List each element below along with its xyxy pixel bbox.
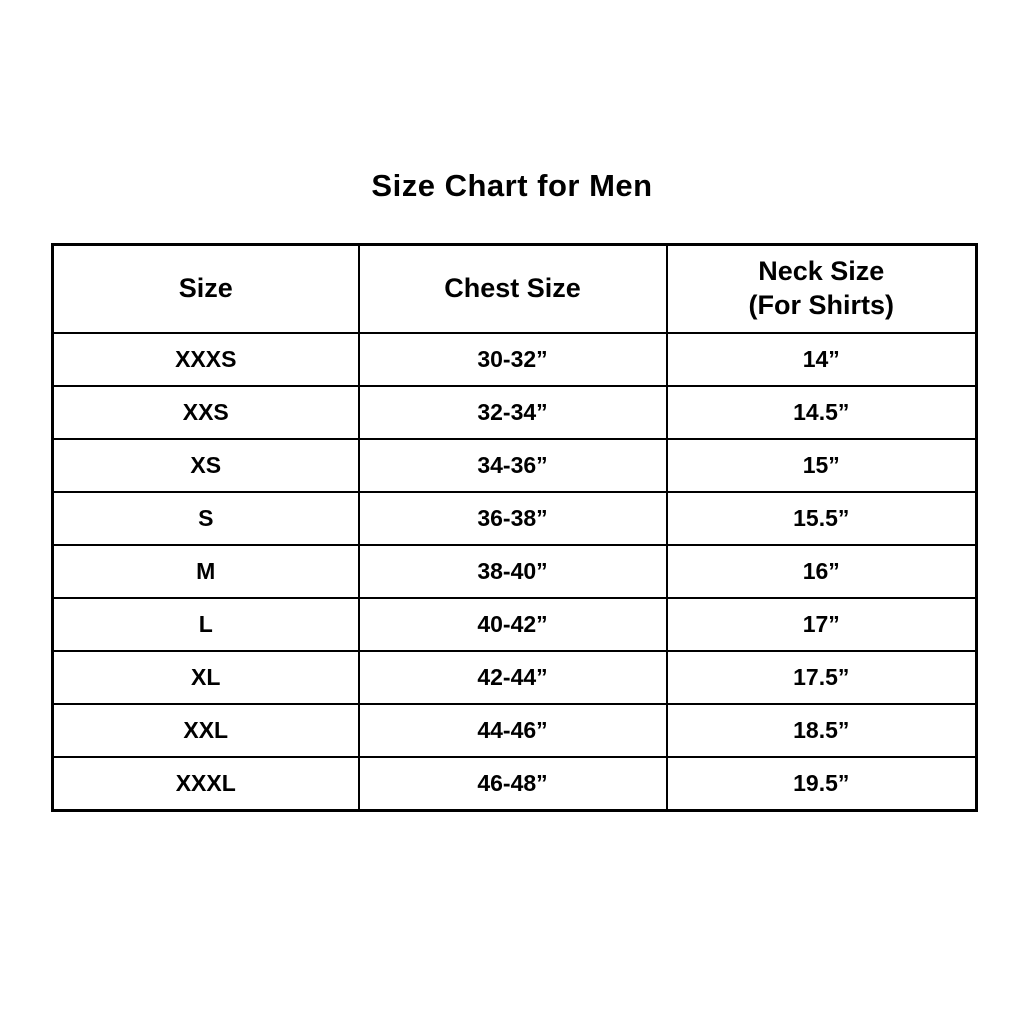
size-chart-table (51, 243, 978, 812)
table-row (53, 333, 977, 386)
table-row (53, 651, 977, 704)
cell-size: XXXS (53, 333, 359, 386)
cell-chest-size: 34-36” (359, 439, 667, 492)
cell-chest-size: 32-34” (359, 386, 667, 439)
cell-neck-size: 15.5” (667, 492, 977, 545)
cell-size: XL (53, 651, 359, 704)
cell-neck-size: 15” (667, 439, 977, 492)
table-row (53, 598, 977, 651)
page-title: Size Chart for Men (371, 168, 653, 203)
cell-neck-size: 14” (667, 333, 977, 386)
header-chest-label: Chest Size (444, 273, 581, 304)
header-row (53, 245, 977, 334)
cell-neck-size: 18.5” (667, 704, 977, 757)
cell-chest-size: 42-44” (359, 651, 667, 704)
cell-size: XXL (53, 704, 359, 757)
cell-chest-size: 44-46” (359, 704, 667, 757)
table-row (53, 492, 977, 545)
cell-size: XXXL (53, 757, 359, 811)
header-cell-neck-size (667, 245, 977, 334)
table-row (53, 386, 977, 439)
header-cell-chest-size (359, 245, 667, 334)
cell-chest-size: 30-32” (359, 333, 667, 386)
header-neck-label-line1: Neck Size (758, 256, 885, 287)
table-row (53, 439, 977, 492)
table-row (53, 757, 977, 811)
table-row (53, 545, 977, 598)
cell-chest-size: 40-42” (359, 598, 667, 651)
table-body (53, 333, 977, 811)
cell-size: XXS (53, 386, 359, 439)
cell-size: S (53, 492, 359, 545)
cell-chest-size: 38-40” (359, 545, 667, 598)
cell-chest-size: 36-38” (359, 492, 667, 545)
cell-size: M (53, 545, 359, 598)
cell-neck-size: 16” (667, 545, 977, 598)
table-header (53, 245, 977, 334)
header-size-label: Size (178, 273, 233, 304)
table-row (53, 704, 977, 757)
cell-neck-size: 14.5” (667, 386, 977, 439)
cell-neck-size: 17” (667, 598, 977, 651)
cell-size: XS (53, 439, 359, 492)
header-neck-label-line2: (For Shirts) (748, 290, 894, 320)
cell-size: L (53, 598, 359, 651)
cell-neck-size: 19.5” (667, 757, 977, 811)
cell-neck-size: 17.5” (667, 651, 977, 704)
cell-chest-size: 46-48” (359, 757, 667, 811)
header-cell-size (53, 245, 359, 334)
